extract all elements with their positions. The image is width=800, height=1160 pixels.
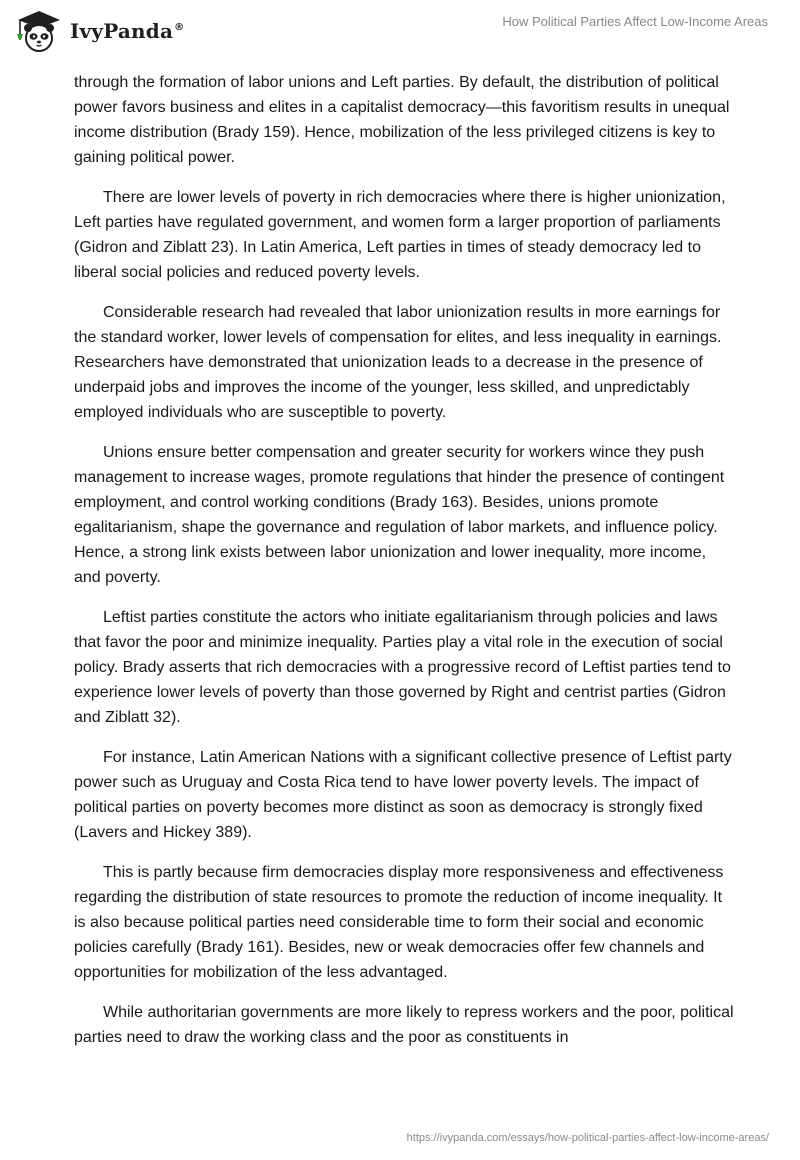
paragraph: Unions ensure better compensation and greater security for workers wince they push management to increase wages, promote regulations that hinder the presence of contingent employment, and control working conditions (Brady 163). Besides, unions promote egalitarianism, shape the governance and regulation of labor markets, and influence policy. Hence, a strong link exists between labor unionization and lower inequality, more income, and poverty. xyxy=(74,444,725,586)
paragraph: through the formation of labor unions and Left parties. By default, the distribution of political power favors business and elites in a capitalist democracy—this favoritism results in unequal income distribution (Brady 159). Hence, mobilization of the less privileged citizens is key to gaining political power. xyxy=(74,74,730,166)
paragraph: While authoritarian governments are more likely to repress workers and the poor, political parties need to draw the working class and the poor as constituents in xyxy=(74,1004,734,1046)
paragraph: Leftist parties constitute the actors who initiate egalitarianism through policies and laws that favor the poor and minimize inequality. Parties play a vital role in the execution of social policy. Brady asserts that rich democracies with a progressive record of Leftist parties tend to experience lower levels of poverty than those governed by Right and centrist parties (Gidron and Ziblatt 32). xyxy=(74,609,731,726)
document-title: How Political Parties Affect Low-Income Areas xyxy=(502,14,768,29)
paragraph: There are lower levels of poverty in rich democracies where there is higher unionization, Left parties have regulated government, and women form a larger proportion of parliaments (Gidron and Ziblatt 23). In Latin America, Left parties in times of steady democracy led to liberal social policies and reduced poverty levels. xyxy=(74,189,726,281)
paragraph: For instance, Latin American Nations with a significant collective presence of Leftist party power such as Uruguay and Costa Rica tend to have lower poverty levels. The impact of political parties on poverty becomes more distinct as soon as democracy is strongly fixed (Lavers and Hickey 389). xyxy=(74,749,732,841)
brand-name: IvyPanda® xyxy=(70,19,185,43)
registered-mark: ® xyxy=(174,22,185,34)
paragraph: This is partly because firm democracies display more responsiveness and effectiveness regarding the distribution of state resources to promote the reduction of income inequality. It is also because political parties need considerable time to form their social and economic policies carefully (Brady 161). Besides, new or weak democracies offer few channels and opportunities for mobilization of the less advantaged. xyxy=(74,864,724,981)
page-header xyxy=(0,0,800,70)
ivypanda-logo[interactable] xyxy=(14,8,184,54)
source-url[interactable]: https://ivypanda.com/essays/how-political-parties-affect-low-income-areas/ xyxy=(406,1132,769,1144)
essay-body xyxy=(74,70,734,1065)
paragraph: Considerable research had revealed that labor unionization results in more earnings for the standard worker, lower levels of compensation for elites, and less inequality in earnings. Researchers have demonstrated that unionization leads to a decrease in the presence of underpaid jobs and improves the income of the younger, less skilled, and unpredictably employed individuals who are susceptible to poverty. xyxy=(74,304,722,421)
panda-graduation-icon xyxy=(14,8,64,54)
